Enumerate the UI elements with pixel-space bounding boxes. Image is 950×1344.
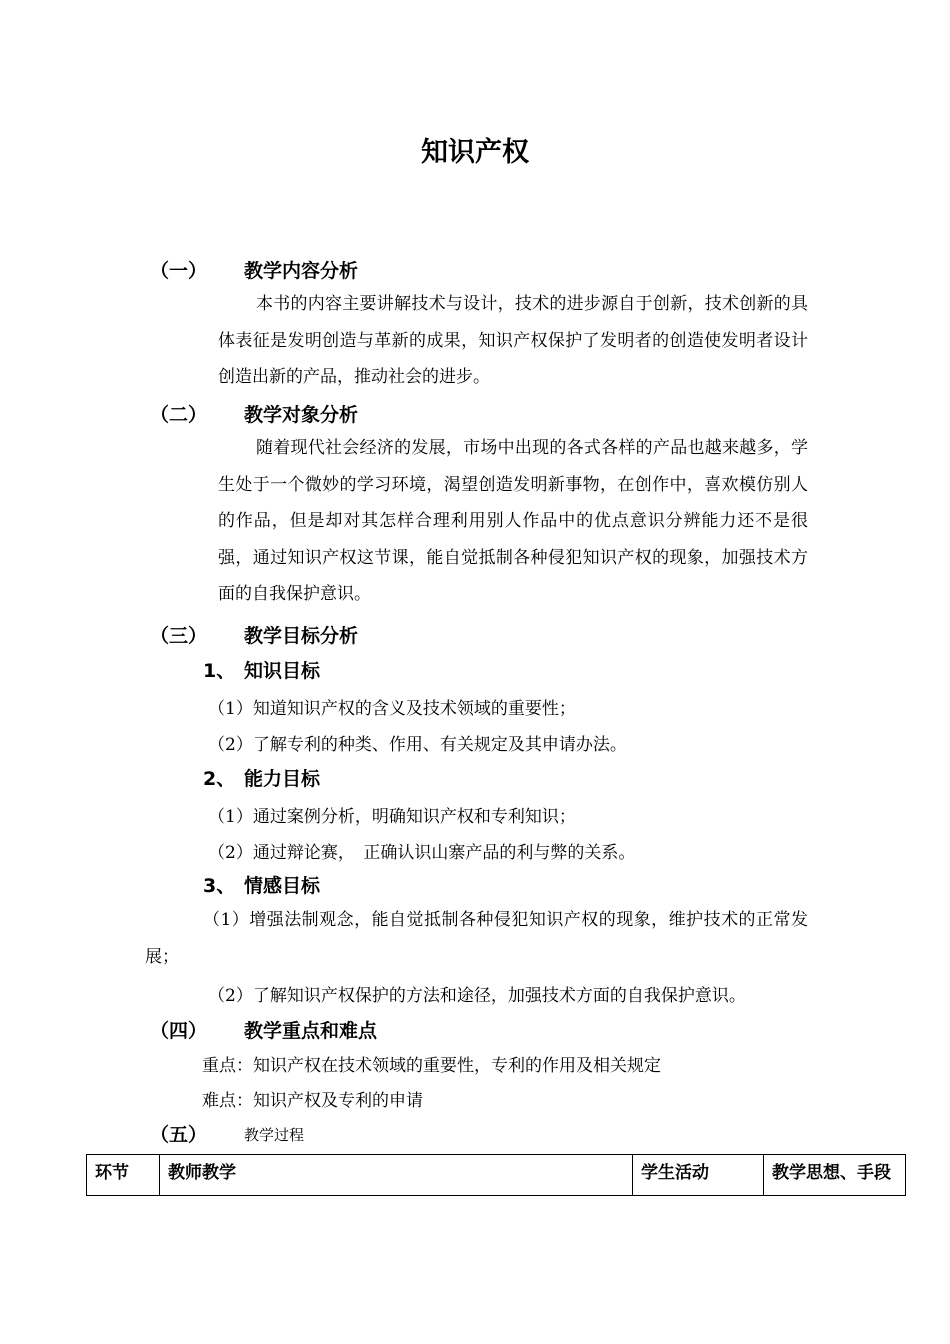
goal-item: （2）了解知识产权保护的方法和途径，加强技术方面的自我保护意识。: [208, 986, 746, 1006]
table-header-cell: 教师教学: [160, 1155, 633, 1196]
table-header-cell: 学生活动: [633, 1155, 764, 1196]
section-paragraph: 随着现代社会经济的发展，市场中出现的各式各样的产品也越来越多，学生处于一个微妙的学习环境，渴望创造发明新事物，在创作中，喜欢模仿别人的作品，但是却对其怎样合理利用别人作品中的优点意识分辨能力还不是很强，通过知识产权这节课，能自觉抵制各种侵犯知识产权的现象，加强技术方面的自我保护意识。: [218, 438, 808, 604]
section-title: 教学目标分析: [244, 625, 359, 647]
goal-item: （2）了解专利的种类、作用、有关规定及其申请办法。: [208, 735, 627, 755]
table-header-cell: 教学思想、手段: [764, 1155, 906, 1196]
section-title: 教学过程: [244, 1126, 305, 1144]
key-point: 重点：知识产权在技术领域的重要性，专利的作用及相关规定: [202, 1056, 661, 1076]
goal-number: 1、: [203, 660, 236, 682]
page-title: 知识产权: [421, 137, 529, 168]
section-number: （一）: [150, 260, 208, 282]
section-number: （三）: [150, 625, 208, 647]
goal-item: （1）通过案例分析，明确知识产权和专利知识；: [208, 807, 576, 827]
goal-item: （2）通过辩论赛， 正确认识山寨产品的利与弊的关系。: [208, 843, 636, 863]
section-number: （四）: [150, 1020, 208, 1042]
goal-item: （1）增强法制观念，能自觉抵制各种侵犯知识产权的现象，维护技术的正常发展；: [145, 910, 808, 967]
goal-number: 2、: [203, 768, 236, 790]
table-header-row: [87, 1155, 906, 1196]
goal-title: 能力目标: [244, 768, 321, 790]
section-number: （五）: [150, 1124, 208, 1146]
section-title: 教学重点和难点: [244, 1020, 378, 1042]
table-header-cell: 环节: [87, 1155, 160, 1196]
process-table: [86, 1154, 906, 1196]
section-number: （二）: [150, 404, 208, 426]
goal-number: 3、: [203, 875, 236, 897]
section-title: 教学对象分析: [244, 404, 359, 426]
goal-item: （1）知道知识产权的含义及技术领域的重要性；: [208, 699, 576, 719]
difficult-point: 难点：知识产权及专利的申请: [202, 1091, 423, 1111]
section-title: 教学内容分析: [244, 260, 359, 282]
goal-title: 知识目标: [244, 660, 321, 682]
section-paragraph: 本书的内容主要讲解技术与设计，技术的进步源自于创新，技术创新的具体表征是发明创造与革新的成果，知识产权保护了发明者的创造使发明者设计创造出新的产品，推动社会的进步。: [218, 294, 808, 387]
goal-title: 情感目标: [244, 875, 321, 897]
